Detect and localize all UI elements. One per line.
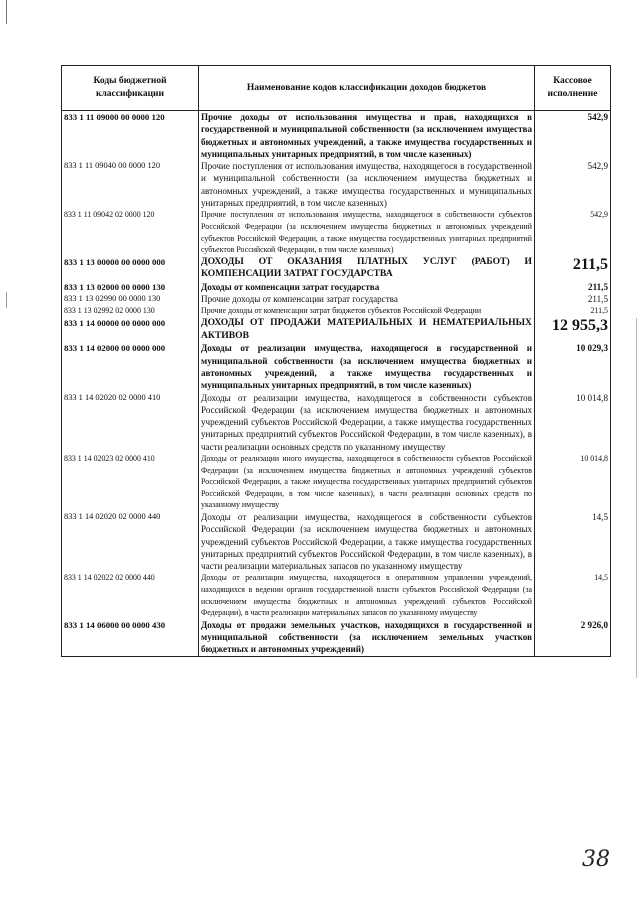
budget-revenue-table: [61, 65, 611, 657]
header-cash-execution: Кассовое исполнение: [535, 66, 611, 111]
row-name: ДОХОДЫ ОТ ОКАЗАНИЯ ПЛАТНЫХ УСЛУГ (РАБОТ) И КОМПЕНСАЦИИ ЗАТРАТ ГОСУДАРСТВА: [199, 256, 535, 281]
row-code: 833 1 13 00000 00 0000 000: [62, 256, 199, 281]
row-code: 833 1 14 02020 02 0000 410: [62, 392, 199, 453]
row-amount: 542,9: [535, 111, 611, 161]
row-amount: 211,5: [535, 281, 611, 293]
table-row: [62, 281, 611, 293]
row-name: Прочие доходы от использования имущества и прав, находящихся в государственной и муниципальной собственности (за исключением имущества бюджетных и автономных учреждений, а также имущества государственных и муниципальных унитарных предприятий, в том числе казенных): [199, 111, 535, 161]
row-amount: 12 955,3: [535, 317, 611, 342]
row-name: Доходы от продажи земельных участков, находящихся в государственной и муниципальной собственности (за исключением земельных участков бюджетных и автономных учреждений): [199, 619, 535, 656]
row-name: Доходы от реализации имущества, находящегося в собственности субъектов Российской Федерации (за исключением имущества бюджетных и автономных учреждений субъектов Российской Федерации, а также имущества государственных унитарных предприятий субъектов Российской Федерации, в том числе казенных), в части реализации материальных запасов по указанному имуществу: [199, 511, 535, 572]
row-amount: 10 014,8: [535, 392, 611, 453]
row-amount: 10 029,3: [535, 342, 611, 391]
table-row: [62, 256, 611, 281]
row-name: ДОХОДЫ ОТ ПРОДАЖИ МАТЕРИАЛЬНЫХ И НЕМАТЕРИАЛЬНЫХ АКТИВОВ: [199, 317, 535, 342]
scan-edge-mark: [6, 0, 7, 24]
row-name: Прочие доходы от компенсации затрат государства: [199, 293, 535, 305]
table-header-row: [62, 66, 611, 111]
table-row: [62, 160, 611, 209]
row-name: Прочие поступления от использования имущества, находящегося в государственной и муниципальной собственности (за исключением имущества бюджетных и автономных учреждений, а также имущества государственных и муниципальных унитарных предприятий, в том числе казенных): [199, 160, 535, 209]
row-code: 833 1 14 02023 02 0000 410: [62, 453, 199, 511]
row-code: 833 1 11 09042 02 0000 120: [62, 209, 199, 255]
row-amount: 542,9: [535, 160, 611, 209]
table-row: [62, 572, 611, 618]
row-name: Прочие поступления от использования имущества, находящегося в собственности субъектов Российской Федерации (за исключением имущества бюджетных и автономных учреждений субъектов Российской Федерации, а также имущества государственных унитарных предприятий субъектов Российской Федерации, в том числе казенных): [199, 209, 535, 255]
table-row: [62, 293, 611, 305]
scan-edge-mark: [6, 292, 7, 308]
scan-edge-mark: [636, 318, 637, 678]
header-revenue-name: Наименование кодов классификации доходов бюджетов: [199, 66, 535, 111]
row-code: 833 1 13 02992 02 0000 130: [62, 305, 199, 317]
table-row: [62, 453, 611, 511]
table-row: [62, 342, 611, 391]
page-number: 38: [582, 847, 610, 872]
row-amount: 211,5: [535, 305, 611, 317]
row-name: Доходы от реализации имущества, находящегося в собственности субъектов Российской Федерации (за исключением имущества бюджетных и автономных учреждений субъектов Российской Федерации, а также имущества государственных унитарных предприятий субъектов Российской Федерации, в том числе казенных), в части реализации основных средств по указанному имуществу: [199, 392, 535, 453]
row-code: 833 1 11 09000 00 0000 120: [62, 111, 199, 161]
row-code: 833 1 14 02000 00 0000 000: [62, 342, 199, 391]
row-code: 833 1 14 06000 00 0000 430: [62, 619, 199, 656]
row-amount: 542,9: [535, 209, 611, 255]
row-code: 833 1 14 02022 02 0000 440: [62, 572, 199, 618]
row-amount: 10 014,8: [535, 453, 611, 511]
row-amount: 14,5: [535, 572, 611, 618]
table-row: [62, 111, 611, 161]
row-name: Доходы от реализации иного имущества, находящегося в собственности субъектов Российской Федерации (за исключением имущества бюджетных и автономных учреждений субъектов Российской Федерации, а также имущества государственных унитарных предприятий субъектов Российской Федерации, в том числе казенных), в части реализации основных средств по указанному имуществу: [199, 453, 535, 511]
row-name: Доходы от компенсации затрат государства: [199, 281, 535, 293]
row-amount: 211,5: [535, 256, 611, 281]
row-code: 833 1 14 02020 02 0000 440: [62, 511, 199, 572]
row-name: Доходы от реализации имущества, находящегося в государственной и муниципальной собственности (за исключением имущества бюджетных и автономных учреждений, а также имущества государственных и муниципальных унитарных предприятий, в том числе казенных): [199, 342, 535, 391]
table-row: [62, 392, 611, 453]
table-row: [62, 317, 611, 342]
header-budget-code: Коды бюджетной классификации: [62, 66, 199, 111]
table-row: [62, 619, 611, 656]
row-code: 833 1 13 02990 00 0000 130: [62, 293, 199, 305]
row-name: Доходы от реализации имущества, находящегося в оперативном управлении учреждений, находящихся в ведении органов государственной власти субъектов Российской Федерации (за исключением имущества бюджетных и автономных учреждений субъектов Российской Федерации), в части реализации материальных запасов по указанному имуществу: [199, 572, 535, 618]
row-code: 833 1 13 02000 00 0000 130: [62, 281, 199, 293]
table-row: [62, 305, 611, 317]
table-row: [62, 209, 611, 255]
row-code: 833 1 14 00000 00 0000 000: [62, 317, 199, 342]
row-name: Прочие доходы от компенсации затрат бюджетов субъектов Российской Федерации: [199, 305, 535, 317]
row-amount: 211,5: [535, 293, 611, 305]
row-code: 833 1 11 09040 00 0000 120: [62, 160, 199, 209]
row-amount: 2 926,0: [535, 619, 611, 656]
row-amount: 14,5: [535, 511, 611, 572]
table-row: [62, 511, 611, 572]
